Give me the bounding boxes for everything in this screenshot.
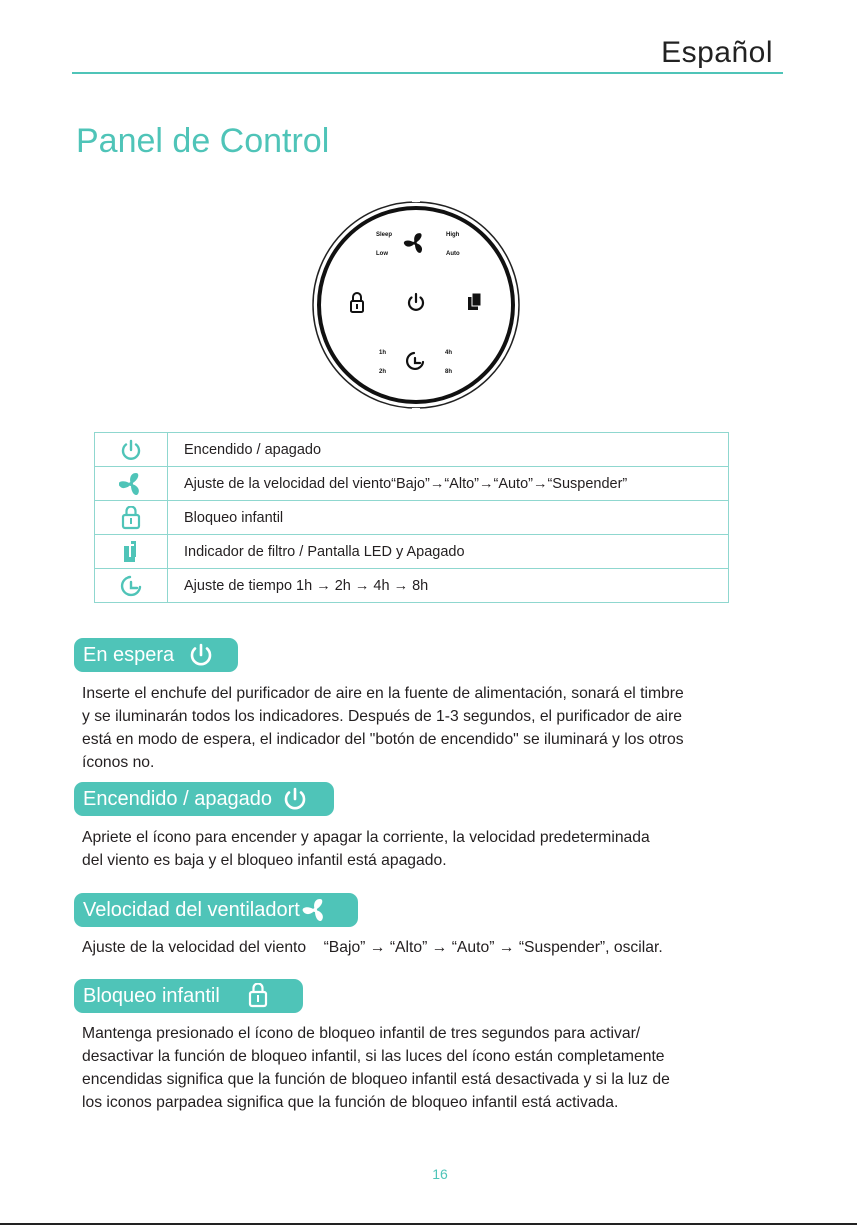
section-heading-power: [74, 782, 334, 816]
legend-row-lock: [95, 501, 729, 535]
section-heading-standby: [74, 638, 238, 672]
text-line: Apriete el ícono para encender y apagar la corriente, la velocidad predeterminada: [82, 829, 650, 846]
legend-icon-cell: [95, 501, 168, 535]
text-line: desactivar la función de bloqueo infantil, si las luces del ícono están completamente: [82, 1048, 665, 1065]
fan-icon: [119, 472, 143, 496]
section-heading-fan-speed: [74, 893, 358, 927]
timer-label-1h: 1h: [379, 350, 387, 356]
legend-icon-cell: [95, 467, 168, 501]
page-title: Panel de Control: [76, 122, 330, 160]
timer-label-4h: 4h: [445, 350, 453, 356]
legend-text: Indicador de filtro / Pantalla LED y Apagado: [168, 535, 729, 569]
lock-icon: [351, 293, 363, 312]
text-line: del viento es baja y el bloqueo infantil está apagado.: [82, 852, 447, 869]
section-heading-child-lock: [74, 979, 303, 1013]
power-icon: [282, 786, 308, 812]
text-line: Mantenga presionado el ícono de bloqueo infantil de tres segundos para activar/: [82, 1025, 641, 1042]
section-heading-text: Bloqueo infantil: [83, 984, 220, 1007]
text-line: está en modo de espera, el indicador del "botón de encendido" se iluminará y los otros: [82, 731, 684, 748]
control-panel-illustration: [311, 195, 521, 413]
filter-icon: [468, 293, 481, 310]
power-icon: [409, 294, 423, 310]
lock-icon: [246, 983, 270, 1009]
section-heading-text: En espera: [83, 643, 175, 666]
section-body-power: [82, 826, 650, 872]
header-divider: [72, 72, 783, 74]
legend-icon-cell: [95, 569, 168, 603]
lock-icon: [120, 506, 142, 530]
section-body-child-lock: [82, 1022, 670, 1114]
section-heading-text: Velocidad del ventiladort: [83, 898, 300, 921]
timer-label-8h: 8h: [445, 369, 453, 375]
language-label: Español: [661, 36, 773, 69]
speed-label-auto: Auto: [446, 251, 460, 257]
text-line: encendidas significa que la función de bloqueo infantil está desactivada y si la luz de: [82, 1071, 670, 1088]
fan-icon: [302, 897, 328, 923]
text-line: y se iluminarán todos los indicadores. Después de 1-3 segundos, el purificador de aire: [82, 708, 682, 725]
fan-icon: [403, 233, 424, 254]
legend-text: Encendido / apagado: [168, 433, 729, 467]
legend-row-power: [95, 433, 729, 467]
timer-label-2h: 2h: [379, 369, 387, 375]
text-line: Inserte el enchufe del purificador de aire en la fuente de alimentación, sonará el timbre: [82, 685, 684, 702]
legend-text: Ajuste de la velocidad del viento“Bajo”→“Alto”→“Auto”→“Suspender”: [168, 467, 729, 501]
legend-row-timer: [95, 569, 729, 603]
legend-row-filter: [95, 535, 729, 569]
footer-divider: [0, 1223, 857, 1225]
icon-legend-table: [94, 432, 729, 603]
text-line: íconos no.: [82, 754, 155, 771]
speed-label-low: Low: [376, 251, 388, 257]
timer-icon: [119, 574, 143, 598]
legend-text: Ajuste de tiempo 1h → 2h → 4h → 8h: [168, 569, 729, 603]
legend-text: Bloqueo infantil: [168, 501, 729, 535]
text-line: Ajuste de la velocidad del viento “Bajo” → “Alto” → “Auto” → “Suspender”, oscilar.: [82, 939, 663, 956]
section-body-standby: [82, 682, 684, 774]
legend-icon-cell: [95, 535, 168, 569]
section-body-fan-speed: [82, 936, 663, 959]
power-icon: [188, 642, 214, 668]
filter-icon: [120, 540, 142, 564]
section-heading-text: Encendido / apagado: [83, 787, 273, 810]
page-number: 16: [432, 1166, 448, 1182]
legend-row-fan: [95, 467, 729, 501]
power-icon: [120, 439, 142, 461]
timer-icon: [407, 353, 423, 369]
text-line: los iconos parpadea significa que la función de bloqueo infantil está activada.: [82, 1094, 619, 1111]
speed-label-sleep: Sleep: [376, 232, 393, 238]
legend-icon-cell: [95, 433, 168, 467]
speed-label-high: High: [446, 232, 460, 238]
